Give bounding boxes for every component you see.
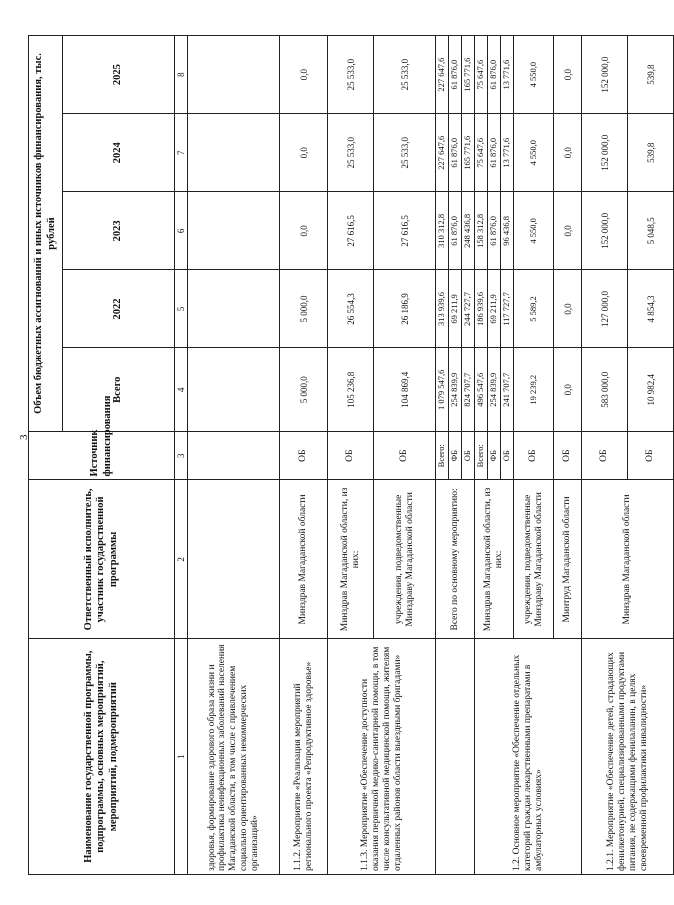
header-responsible: Ответственный исполнитель, участник государственной программы: [29, 480, 175, 639]
value-cell: 13 771,6: [501, 36, 514, 114]
value-cell: 0,0: [554, 114, 582, 192]
row-source: ОБ: [628, 431, 674, 479]
value-cell: 165 771,6: [462, 36, 475, 114]
value-cell: 313 939,6: [436, 270, 449, 348]
col-number: 3: [175, 431, 188, 479]
value-cell: 227 647,6: [436, 114, 449, 192]
value-cell: 4 550,0: [514, 192, 554, 270]
value-cell: 0,0: [554, 270, 582, 348]
row-source: ОБ: [582, 431, 628, 479]
value-cell: 19 239,2: [514, 348, 554, 431]
value-cell: 310 312,8: [436, 192, 449, 270]
value-cell: 69 211,9: [449, 270, 462, 348]
value-cell: 539,8: [628, 36, 674, 114]
value-cell: 248 436,8: [462, 192, 475, 270]
header-source: Источник финансирования: [29, 431, 175, 479]
value-cell: 4 550,0: [514, 114, 554, 192]
row-source: ОБ: [374, 431, 436, 479]
value-cell: 104 869,4: [374, 348, 436, 431]
value-cell: 61 876,0: [449, 192, 462, 270]
financing-table: [28, 35, 674, 875]
rotated-table-container: [28, 35, 656, 875]
value-cell: 152 000,0: [582, 114, 628, 192]
value-cell: 496 547,6: [475, 348, 488, 431]
value-cell: [188, 192, 280, 270]
row-name: 1.2. Основное мероприятие «Обеспечение отдельных категорий граждан лекарственными препаратами в амбулаторных условиях»: [475, 639, 582, 875]
value-cell: 127 000,0: [582, 270, 628, 348]
row-name: 1.1.2. Мероприятие «Реализация мероприятий регионального проекта «Репродуктивное здоровье»: [280, 639, 328, 875]
col-number: 4: [175, 348, 188, 431]
value-cell: [188, 348, 280, 431]
value-cell: 75 647,6: [475, 114, 488, 192]
column-number-row: [175, 36, 188, 875]
row-source: ОБ: [280, 431, 328, 479]
header-year: 2023: [63, 192, 175, 270]
value-cell: 25 533,0: [328, 114, 374, 192]
value-cell: [188, 270, 280, 348]
value-cell: 26 186,9: [374, 270, 436, 348]
value-cell: 244 727,7: [462, 270, 475, 348]
value-cell: [188, 36, 280, 114]
value-cell: [188, 114, 280, 192]
value-cell: 539,8: [628, 114, 674, 192]
value-cell: 1 079 547,6: [436, 348, 449, 431]
row-name: здоровья, формирование здорового образа жизни и профилактика неинфекционных заболеваний населения Магаданской области, в том числе с привлечением социально ориентированных некоммерческих организаций»: [188, 639, 280, 875]
value-cell: 27 616,5: [374, 192, 436, 270]
col-number: 5: [175, 270, 188, 348]
row-responsible: Всего по основному мероприятию:: [436, 480, 475, 639]
value-cell: 0,0: [554, 36, 582, 114]
col-number: 7: [175, 114, 188, 192]
value-cell: 5 000,0: [280, 270, 328, 348]
row-source: ОБ: [501, 431, 514, 479]
row-name: 1.1.3. Мероприятие «Обеспечение доступности оказания первичной медико-санитарной помощи, в том числе консультативной медицинской помощи, жителям отдаленных районов области выездными бригадами»: [328, 639, 436, 875]
value-cell: 61 876,0: [449, 114, 462, 192]
row-responsible: Минздрав Магаданской области: [280, 480, 328, 639]
value-cell: 105 236,8: [328, 348, 374, 431]
value-cell: 25 533,0: [328, 36, 374, 114]
value-cell: 117 727,7: [501, 270, 514, 348]
value-cell: 158 312,8: [475, 192, 488, 270]
value-cell: 61 876,0: [449, 36, 462, 114]
value-cell: 13 771,6: [501, 114, 514, 192]
value-cell: 186 939,6: [475, 270, 488, 348]
header-name: Наименование государственной программы, подпрограммы, основных мероприятий, мероприятий, подмероприятий: [29, 639, 175, 875]
value-cell: 152 000,0: [582, 192, 628, 270]
row-source: Всего:: [475, 431, 488, 479]
value-cell: 0,0: [554, 192, 582, 270]
value-cell: 165 771,6: [462, 114, 475, 192]
row-responsible: Минздрав Магаданской области, из них:: [475, 480, 514, 639]
value-cell: 0,0: [280, 36, 328, 114]
value-cell: 27 616,5: [328, 192, 374, 270]
value-cell: 10 982,4: [628, 348, 674, 431]
value-cell: 4 854,3: [628, 270, 674, 348]
row-name: 1.2.1. Мероприятие «Обеспечение детей, страдающих фенилкетонурией, специализированными продуктами питания, не содержащими фенилаланин, в целях своевременной профилактики инвалидности»: [582, 639, 674, 875]
value-cell: 152 000,0: [582, 36, 628, 114]
value-cell: 227 647,6: [436, 36, 449, 114]
row-responsible: учреждения, подведомственные Минздраву Магаданской области: [514, 480, 554, 639]
value-cell: 61 876,0: [488, 114, 501, 192]
value-cell: 0,0: [280, 192, 328, 270]
value-cell: 254 839,9: [449, 348, 462, 431]
value-cell: 5 589,2: [514, 270, 554, 348]
header-year: 2025: [63, 36, 175, 114]
row-source: Всего:: [436, 431, 449, 479]
header-year: 2022: [63, 270, 175, 348]
table-row: [328, 36, 374, 875]
value-cell: 75 647,6: [475, 36, 488, 114]
value-cell: 4 550,0: [514, 36, 554, 114]
col-number: 2: [175, 480, 188, 639]
row-source: ОБ: [328, 431, 374, 479]
row-source: ФБ: [488, 431, 501, 479]
table-row: [582, 36, 628, 875]
value-cell: 0,0: [554, 348, 582, 431]
value-cell: 69 211,9: [488, 270, 501, 348]
col-number: 6: [175, 192, 188, 270]
row-source: ОБ: [514, 431, 554, 479]
row-source: [188, 431, 280, 479]
table-row: [188, 36, 280, 875]
header-row-1: [29, 36, 63, 875]
page-number: 3: [18, 434, 30, 440]
value-cell: 25 533,0: [374, 36, 436, 114]
value-cell: 824 707,7: [462, 348, 475, 431]
row-responsible: Минздрав Магаданской области: [582, 480, 674, 639]
value-cell: 96 436,8: [501, 192, 514, 270]
value-cell: 254 839,9: [488, 348, 501, 431]
row-source: ОБ: [554, 431, 582, 479]
row-responsible: [188, 480, 280, 639]
row-source: ФБ: [449, 431, 462, 479]
row-responsible: Минздрав Магаданской области, из них:: [328, 480, 374, 639]
row-responsible: Минтруд Магаданской области: [554, 480, 582, 639]
subtotal-row: [475, 36, 488, 875]
value-cell: 26 554,3: [328, 270, 374, 348]
row-responsible: учреждения, подведомственные Минздраву Магаданской области: [374, 480, 436, 639]
value-cell: 61 876,0: [488, 36, 501, 114]
col-number: 8: [175, 36, 188, 114]
table-row: [280, 36, 328, 875]
header-year: 2024: [63, 114, 175, 192]
header-volume: Объем бюджетных ассигнований и иных источников финансирования, тыс. рублей: [29, 36, 63, 432]
value-cell: 25 533,0: [374, 114, 436, 192]
value-cell: 5 000,0: [280, 348, 328, 431]
row-name: [436, 639, 475, 875]
col-number: 1: [175, 639, 188, 875]
value-cell: 583 000,0: [582, 348, 628, 431]
value-cell: 0,0: [280, 114, 328, 192]
row-source: ОБ: [462, 431, 475, 479]
value-cell: 5 048,5: [628, 192, 674, 270]
value-cell: 241 707,7: [501, 348, 514, 431]
value-cell: 61 876,0: [488, 192, 501, 270]
header-total: Всего: [63, 348, 175, 431]
subtotal-row: [436, 36, 449, 875]
